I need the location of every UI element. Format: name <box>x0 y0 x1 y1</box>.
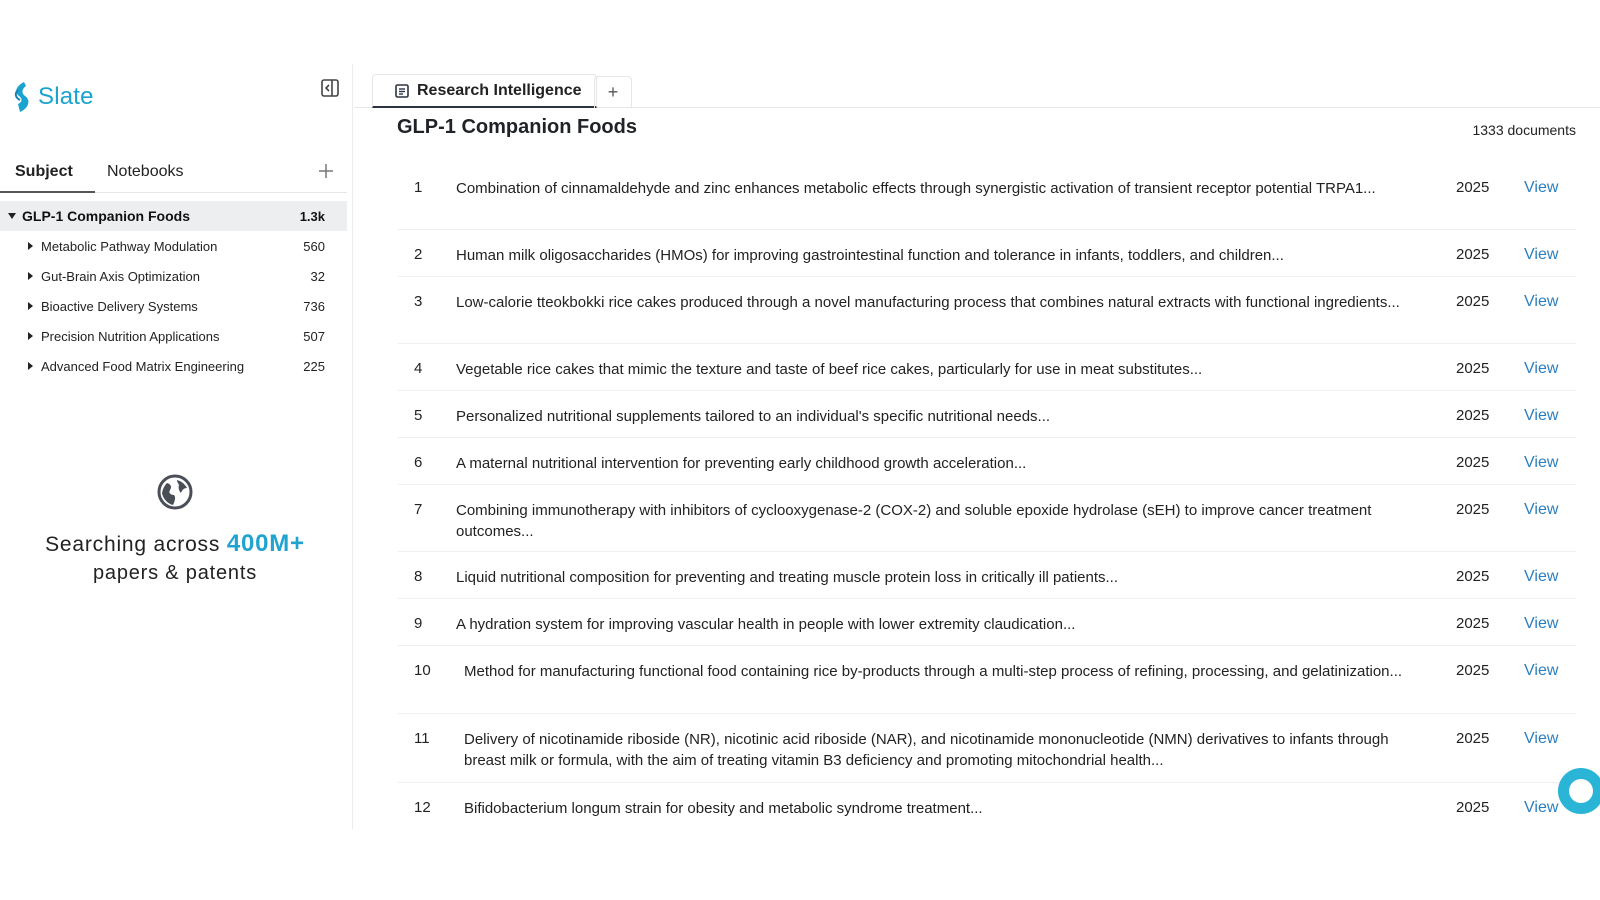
caret-right-icon[interactable] <box>28 362 33 370</box>
subject-tree <box>0 201 347 381</box>
document-icon <box>395 84 409 98</box>
slate-logo-icon <box>10 80 34 114</box>
result-row <box>398 646 1576 714</box>
sidebar-collapse-icon <box>320 78 340 98</box>
result-row <box>398 599 1576 646</box>
tree-item-label: Precision Nutrition Applications <box>41 328 220 344</box>
chat-button[interactable] <box>1558 768 1600 814</box>
new-tab-button[interactable]: + <box>594 76 632 108</box>
result-year: 2025 <box>1456 730 1490 747</box>
tree-item-count: 225 <box>303 358 325 374</box>
tree-item-label: Advanced Food Matrix Engineering <box>41 358 245 374</box>
caret-right-icon[interactable] <box>28 302 33 310</box>
result-number: 11 <box>414 730 430 747</box>
result-title: Bifidobacterium longum strain for obesity and metabolic syndrome treatment... <box>464 800 983 817</box>
search-coverage-count: 400M+ <box>226 530 305 557</box>
view-link[interactable]: View <box>1524 179 1559 196</box>
result-year: 2025 <box>1456 615 1490 632</box>
result-number: 10 <box>414 662 431 679</box>
result-number: 6 <box>414 454 423 471</box>
result-year: 2025 <box>1456 662 1490 679</box>
result-year: 2025 <box>1456 246 1490 263</box>
result-year: 2025 <box>1456 799 1490 816</box>
view-link[interactable]: View <box>1524 246 1559 263</box>
tree-item-bioactive-delivery[interactable] <box>0 291 347 321</box>
result-row <box>398 163 1576 230</box>
result-number: 5 <box>414 407 423 424</box>
tree-root-label: GLP-1 Companion Foods <box>22 208 190 224</box>
result-year: 2025 <box>1456 293 1490 310</box>
result-title: Vegetable rice cakes that mimic the texture and taste of beef rice cakes, particularly for use in meat substitutes... <box>456 361 1203 378</box>
view-link[interactable]: View <box>1524 293 1559 310</box>
result-year: 2025 <box>1456 501 1490 518</box>
result-title: A maternal nutritional intervention for preventing early childhood growth acceleration... <box>456 455 1027 472</box>
caret-right-icon[interactable] <box>28 242 33 250</box>
search-coverage-line <box>0 530 350 558</box>
brand-name: Slate <box>38 83 94 110</box>
view-link[interactable]: View <box>1524 360 1559 377</box>
document-tab-bar <box>354 70 1600 108</box>
tree-item-gut-brain[interactable] <box>0 261 347 291</box>
result-title: Personalized nutritional supplements tailored to an individual's specific nutritional needs... <box>456 408 1051 425</box>
document-count: 1333 documents <box>1472 122 1576 138</box>
result-row <box>398 277 1576 344</box>
result-row <box>398 230 1576 277</box>
view-link[interactable]: View <box>1524 730 1559 747</box>
view-link[interactable]: View <box>1524 501 1559 518</box>
view-link[interactable]: View <box>1524 799 1559 816</box>
result-row <box>398 552 1576 599</box>
result-title: Liquid nutritional composition for preventing and treating muscle protein loss in critically ill patients... <box>456 569 1118 586</box>
result-row <box>398 485 1576 552</box>
sidebar-tabs <box>0 160 347 193</box>
result-number: 8 <box>414 568 423 585</box>
tab-subject[interactable]: Subject <box>0 160 95 193</box>
result-number: 12 <box>414 799 431 816</box>
result-title: A hydration system for improving vascular health in people with lower extremity claudication... <box>456 616 1076 633</box>
plus-icon <box>316 161 336 181</box>
result-title: Delivery of nicotinamide riboside (NR), nicotinic acid riboside (NAR), and nicotinamide mononucleotide (NMN) derivatives to infants through breast milk or formula, with the aim of treating vitamin B3 deficiency and promoting mitochondrial health... <box>464 731 1389 769</box>
result-row <box>398 714 1576 783</box>
tree-item-label: Metabolic Pathway Modulation <box>41 238 218 254</box>
collapse-sidebar-button[interactable] <box>320 78 340 98</box>
result-title: Combining immunotherapy with inhibitors of cyclooxygenase-2 (COX-2) and soluble epoxide hydrolase (sEH) to improve cancer treatment outcomes... <box>456 502 1372 540</box>
result-title: Method for manufacturing functional food containing rice by-products through a multi-step process of refining, processing, and gelatinization... <box>464 663 1403 680</box>
tree-root-count: 1.3k <box>299 208 325 224</box>
result-year: 2025 <box>1456 407 1490 424</box>
tree-item-label: Bioactive Delivery Systems <box>41 298 198 314</box>
result-number: 1 <box>414 179 423 196</box>
view-link[interactable]: View <box>1524 407 1559 424</box>
result-year: 2025 <box>1456 568 1490 585</box>
result-number: 2 <box>414 246 423 263</box>
tree-item-count: 736 <box>303 298 325 314</box>
tab-notebooks[interactable]: Notebooks <box>107 163 184 180</box>
tree-item-metabolic-pathway[interactable] <box>0 231 347 261</box>
result-row <box>398 438 1576 485</box>
result-title: Low-calorie tteokbokki rice cakes produced through a novel manufacturing process that combines natural extracts with functional ingredients... <box>456 294 1400 311</box>
result-number: 9 <box>414 615 423 632</box>
brand[interactable] <box>10 80 94 114</box>
tree-item-count: 560 <box>303 238 325 254</box>
tree-item-count: 507 <box>303 328 325 344</box>
view-link[interactable]: View <box>1524 454 1559 471</box>
result-number: 7 <box>414 501 423 518</box>
result-year: 2025 <box>1456 454 1490 471</box>
results-list <box>398 163 1576 823</box>
tree-item-label: Gut-Brain Axis Optimization <box>41 268 200 284</box>
result-number: 3 <box>414 293 423 310</box>
tab-research-intelligence[interactable] <box>372 74 597 108</box>
tab-title: Research Intelligence <box>417 81 582 99</box>
sidebar <box>0 64 353 829</box>
result-row <box>398 391 1576 438</box>
result-row <box>398 783 1576 823</box>
result-row <box>398 344 1576 391</box>
tree-root-item[interactable] <box>0 201 347 231</box>
result-year: 2025 <box>1456 179 1490 196</box>
view-link[interactable]: View <box>1524 568 1559 585</box>
add-notebook-button[interactable] <box>316 161 336 181</box>
search-coverage-prefix: Searching across <box>45 533 221 556</box>
globe-icon <box>157 474 193 510</box>
result-number: 4 <box>414 360 423 377</box>
tree-item-precision-nutrition[interactable] <box>0 321 347 351</box>
caret-right-icon[interactable] <box>28 272 33 280</box>
view-link[interactable]: View <box>1524 615 1559 632</box>
page-title: GLP-1 Companion Foods <box>397 116 637 138</box>
caret-right-icon[interactable] <box>28 332 33 340</box>
tree-item-count: 32 <box>310 268 325 284</box>
view-link[interactable]: View <box>1524 662 1559 679</box>
result-year: 2025 <box>1456 360 1490 377</box>
tree-item-food-matrix[interactable] <box>0 351 347 381</box>
result-title: Human milk oligosaccharides (HMOs) for improving gastrointestinal function and tolerance in infants, toddlers, and children... <box>456 247 1284 264</box>
caret-down-icon[interactable] <box>8 213 16 219</box>
result-title: Combination of cinnamaldehyde and zinc enhances metabolic effects through synergistic activation of transient receptor potential TRPA1... <box>456 180 1376 197</box>
search-coverage-info <box>0 474 350 585</box>
search-coverage-suffix: papers & patents <box>92 562 257 584</box>
